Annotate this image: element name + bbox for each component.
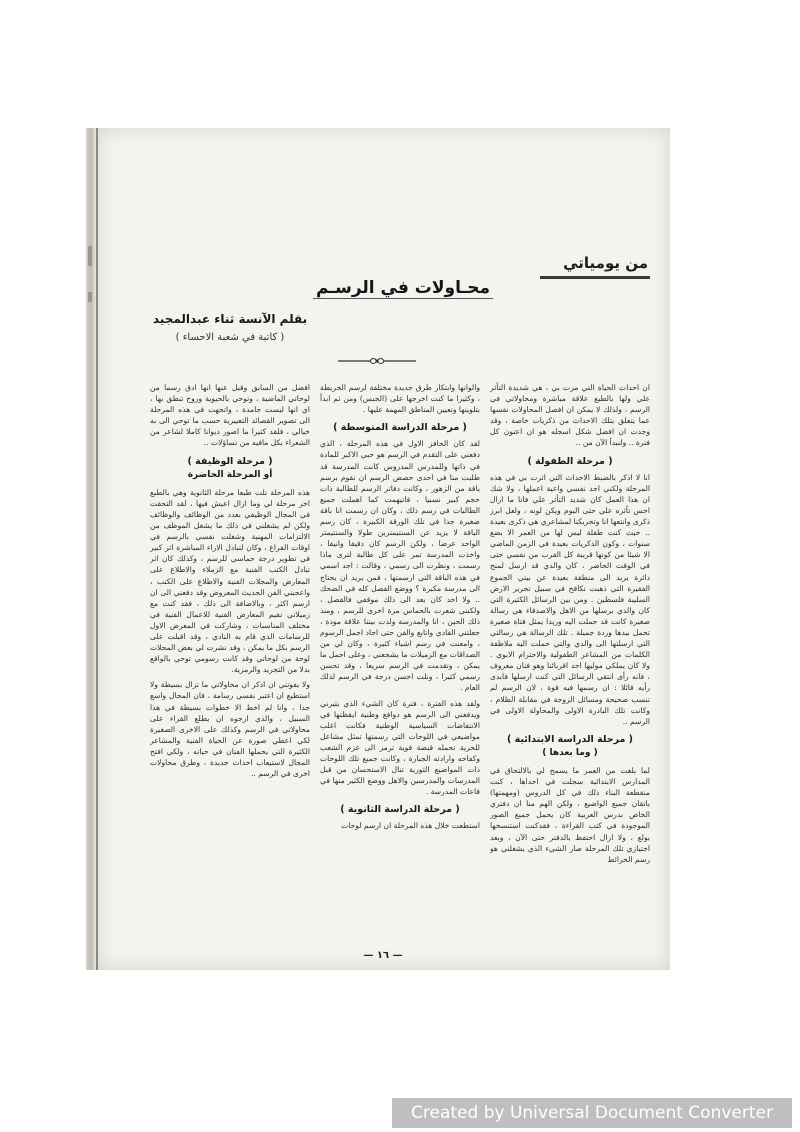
paragraph-intermediate-school: لقد كان الحافز الاول في هذه المرحلة ، الذي دفعني على التقدم في الرسم هو حبي الاكبر للمادة في ذاتها وللمدرس المدروس كانت المدرسة قد طلبت منا في احدى حصص الرسم ان نقوم برسم باقة من الزهور ، وكانت دفاتر الرسم للطالبة ذات حجم كبير نسبيا ، فاتيهمت كما اهملت جميع الطالبات في رسم ذلك ، وكان ان رسمت انا باقة صغيرة جدا في تلك الورقة الكبيرة ، كان رسم الباقة لا يزيد عن السنتيمترين طولا والسنتيمتر الواحد عرضا ، ولكن الرسم كان دقيقا وانيقا ، واخذت المدرسة تمر على كل طالبة لترى ماذا رسمت ، ونظرت الى رسمي ، وقالت : اجد اسمي في هذه الباقة التي ارسمتها ، فمن يريد ان يحتاج الى مدرسة مكبرة ؟ ووضع الفصل كله في الضحك .. ولا احد كان بعد الى ذلك موقفي فالفصل ، ولكنني شعرت بالحماس مرة اخرى للرسم ، ومنذ ذلك الحين ، انا والمدرسة ولدت بيننا علاقة مودة ، جعلتني الفادي واتابع والفن حتى اجاد اجمل الرسوم ، وامعنت في رسم اشياء كثيرة ، وكان لي من الصداقات مع الزميلات ما يشجعني ، وعلى اجمل ما يمكن ، وتقدمت في الرسم سريعا ، وقد تحسن رسمي كثيرا ، ونلت احسن درجة في الرسم لذلك العام .	[320, 439, 480, 693]
heading-secondary-school: ( مرحلة الدراسة الثانوية )	[340, 804, 460, 816]
page-number: — ١٦ —	[363, 950, 403, 961]
paragraph-secondary-continued: افضل من السابق وقبل عنها انها ادق رسما من لوحاتي الماضية ، وتوحي بالحيوية وروح تنطق بها ، اي انها ليست جامدة ، واتجهت في هذه المرحلة الى تصوير القصائد التعبيرية حسب ما توحي الى به خيالي ، فلقد كثيرا ما اصور ديوانا كاملا لشاعر من الشعراء بكل مافيه من تساؤلات ..	[150, 383, 310, 448]
heading-primary-school-sub: ( وما بعدها )	[542, 747, 598, 758]
converter-watermark: Created by Universal Document Converter	[392, 1098, 792, 1128]
heading-employment: ( مرحلة الوظيفة )	[187, 455, 273, 467]
title-rule	[313, 298, 493, 299]
author-byline: بقلم الآنسة ثناء عبدالمجيد	[152, 312, 308, 326]
text-column-right	[490, 382, 650, 912]
paragraph-maps: والوانها وابتكار طرق جديدة مختلفة لرسم الخريطة ، وكثيرا ما كنت اخرجها على (الجبس) ومن ثم ابدأ بتلوينها وتعيين المناطق المهمة عليها .	[320, 383, 480, 415]
section-label: من يومياتي	[563, 254, 648, 272]
ornament-divider	[336, 354, 418, 368]
heading-employment-sub: أو المرحلة الحاضرة	[187, 469, 273, 480]
article-title: محـاولات في الرسـم	[315, 278, 491, 298]
paragraph-primary-school: لما بلغت من العمر ما يسمح لي بالالتحاق في المدارس الابتدائية سجلت في احداها ، كنت منقطعة البناء ذلك في كل الدروس (ومهمتها) باتقان جميع الواضيع ، ولكن الهم منا ان دفتري الخاص بدرس العربية كان يحمل جميع الصور الموجودة في كتب القراءة ، فقدكنت استنسخها بولع ، ولا ازال احتفظ بالدفتر حتى الآن ، وبعد اجتيازي تلك المرحلة صار الشيء الذي يشغلني هو رسم الخرائط	[490, 766, 650, 864]
section-rule	[540, 276, 650, 279]
paragraph-national-themes: ولقد هذه الفترة ، فترة كان الشيء الذي يثيرني ويدفعني الى الرسم هو دوافع وطنية ايقظتها في الانتفاضات السياسية الوطنية فكانت اغلب مواضيعي في اللوحات التي رسمتها تمثل مشاعل للحرية تحمله قبضة قوية ترمز الى عزم الشعب وكفاحه وارادته الجبارة ، وكانت جميع تلك اللوحات ذات المواضيع الثورية تنال الاستحسان من قبل المدرسات والمدرسين والاهل ووضع الكثير منها في قاعات المدرسة .	[320, 698, 480, 797]
scan-mark	[88, 246, 92, 266]
paragraph-employment: هذه المرحلة تلت طبعا مرحلة الثانوية وهي بالطبع اخر مرحلة لي وما ازال اعيش فيها ، لقد التحقت في المجال الوظيفي بعدد من الوظائف والوظائف ولكن لم يشغلني في ذلك ما يشغل الموظف من الالتزامات المهنية وشغلت نفسي بالرسم في اوقات الفراغ ، وكان لتبادل الاراء المباشرة اثر كبير في تطوير درجة حماسي للرسم ، وكذلك كان اثر تبادل الكتب الفنية مع الزملاء والاطلاع على المعارض والمجلات الفنية والاطلاع على الكتب ، واعجبني الفن الحديث المعروض وقد دفعني الى ان ارسم اكثر ، وبالاضافة الى ذلك ، فقد كنت مع زميلاتي نقيم المعارض الفنية للاعمال الفنية في مختلف المناسبات ، وشاركت في المعرض الاول للرسامات الذي قام به النادي ، وقد اقبلت على الرسم بكل ما يمكن ، وقد نشرت لي بعض المجلات لوحة من لوحاتي وقد كانت رسومي توحي بالواقع بدلا من التجريد والرمزية.	[150, 487, 310, 675]
heading-intermediate-school: ( مرحلة الدراسة المتوسطة )	[333, 422, 467, 434]
paragraph-intro: ان احداث الحياة التي مرت بي ، هي شديدة التأثر علي ولها بالطبع علاقة مباشرة ومحاولاتي في الرسم ، ولذلك لا يمكن ان افصل المحاولات نفسها عما يتعلق بتلك الاحداث من ذكريات خاصة ، وقد وجدت ان افضل شكل اسجله هو ان اعنون كل فترة .. ولنبدأ الآن من ..	[490, 383, 650, 448]
paragraph-closing: ولا يفوتني ان اذكر ان محاولاتي ما تزال بسيطة ولا استطيع ان اعتبر نفسي رسامة ، فان المجال واسع جدا ، وانا لم اخط الا خطوات بسيطة في هذا السبيل ، والذي ارجوه ان يطلع القراء على محاولاتي في الرسم وكذلك على الاخرى الصغيرة لكي اعطي صورة عن الحياة الفنية والمشاعر الكثيرة التي يحملها الفنان في حياته ، ولكي افتح المجال لاستيعاب احداث جديدة ، وطرق محاولات اخرى في الرسم ..	[150, 680, 310, 779]
paragraph-secondary-school: استطعت خلال هذه المرحلة ان ارسم لوحات	[341, 821, 480, 831]
paragraph-childhood: انا لا اذكر بالضبط الاحداث التي اثرت بي في هذه المرحلة ولكني اجد نفسي واعية اعملها ، ولا شك ان هذا العمل كان شديد التأثر علي فانا ما ازال احس تأثره علي حتى اليوم ويكن لونه ، ولعل ابرز ذكرى وانتعها انا وتحريكنا لمشاعري هي ذكرى بعيدة .. حيث كنت طفلة ليس لها من العمر الا بضع سنوات ، وكون الذكريات بعيدة في الزمن الماضي الا شيئا من كونها قريبة كل القرب من نفسي حتى في الوقت الحاضر ، كان والدي قد ارسل لمنح دائرة بريد الى منطقة بعيدة عن بيتي الجموع الفقيرة التي ذهبت تكافح في سبيل تحرير الارض السليبة فلسطين . ومن بين الرسائل الكثيرة التي كان والدي يرسلها من الاهل والاصدقاء هي رسالة صغيرة كانت قد حملت اليه وريدا يمثل فتاة صغيرة تحمل بيدها وردة جميلة . تلك الرسالة هي رسالتي التي ارسلتها الى والدي والتي حملت اليه ملاطفة الكلمات من المشاعر الطفولية والاحترام الابوي . ولا كان يملكي موليها احد اقربائنا وهو فنان معروف ، فانه رأى انتقي الرسائل التي كنت ارسلها فابدى رأيه قائلا : ان رسمها فيه قوة ، لان الرسم لم تنسب صحيحة ومسائل الزوجة في مقابلة الظلام ، وكانت تلك البادرة الاولى والمحاولة الاولى في الرسم ..	[490, 472, 650, 726]
text-column-middle	[320, 382, 480, 912]
magazine-page	[98, 128, 670, 970]
author-affiliation: ( كاتبة في شعبة الاحساء )	[175, 332, 285, 343]
heading-primary-school: ( مرحلة الدراسة الابتدائية )	[506, 733, 634, 745]
text-column-left	[150, 382, 310, 912]
heading-childhood: ( مرحلة الطفولة )	[527, 455, 613, 467]
scan-mark	[88, 292, 92, 302]
